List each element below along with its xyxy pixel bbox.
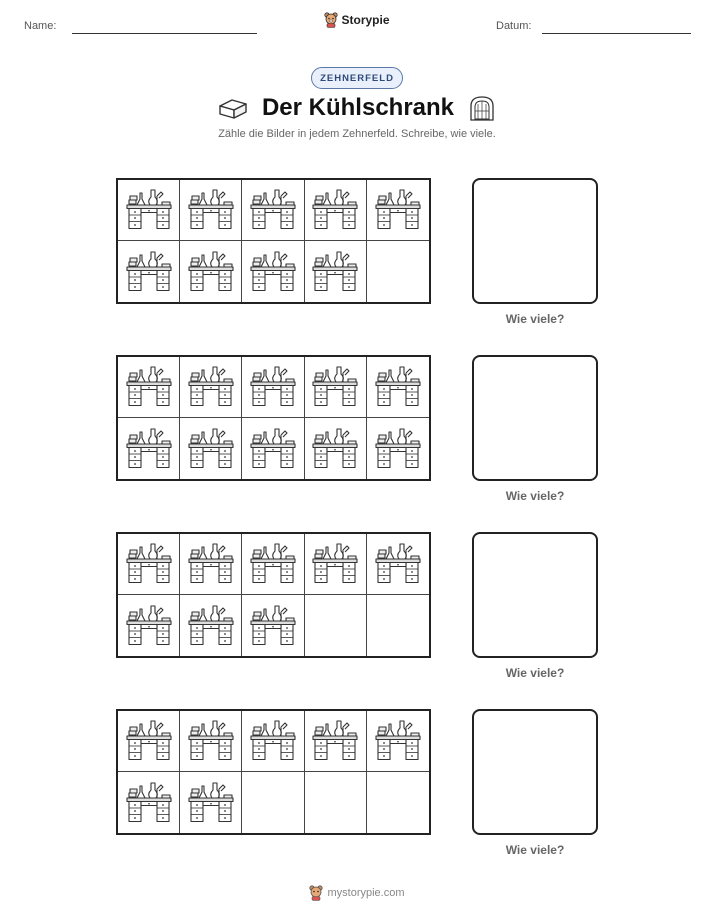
answer-label: Wie viele? — [505, 312, 565, 326]
frame-cell-filled — [242, 241, 304, 302]
answer-box[interactable] — [472, 178, 598, 304]
desk-icon — [248, 603, 298, 649]
name-label: Name: — [24, 20, 57, 32]
frame-cell-filled — [305, 180, 367, 241]
answer-label: Wie viele? — [505, 489, 565, 503]
frame-cell-filled — [367, 534, 429, 595]
frame-cell-filled — [242, 595, 304, 656]
bear-icon — [309, 885, 323, 901]
desk-icon — [186, 603, 236, 649]
frame-cell-filled — [367, 711, 429, 772]
frame-cell-filled — [367, 418, 429, 479]
frame-cell-empty — [305, 595, 367, 656]
desk-icon — [373, 187, 423, 233]
frame-cell-filled — [118, 180, 180, 241]
desk-icon — [186, 364, 236, 410]
frame-cell-empty — [305, 772, 367, 833]
answer-box[interactable] — [472, 355, 598, 481]
cube-icon — [218, 97, 248, 119]
answer-box[interactable] — [472, 709, 598, 835]
answer-box[interactable] — [472, 532, 598, 658]
frame-cell-filled — [118, 595, 180, 656]
frame-cell-filled — [180, 534, 242, 595]
frame-cell-filled — [118, 357, 180, 418]
desk-icon — [124, 426, 174, 472]
frame-cell-filled — [180, 180, 242, 241]
frame-cell-filled — [180, 357, 242, 418]
frame-cell-filled — [305, 357, 367, 418]
frame-cell-filled — [118, 241, 180, 302]
fridge-icon — [468, 95, 496, 121]
desk-icon — [124, 364, 174, 410]
page-title: Der Kühlschrank — [261, 94, 455, 121]
frame-cell-filled — [180, 711, 242, 772]
frame-cell-empty — [367, 772, 429, 833]
frame-cell-filled — [242, 534, 304, 595]
desk-icon — [248, 718, 298, 764]
frame-cell-empty — [367, 241, 429, 302]
frame-cell-filled — [305, 534, 367, 595]
frame-cell-filled — [242, 180, 304, 241]
desk-icon — [186, 187, 236, 233]
desk-icon — [124, 780, 174, 826]
desk-icon — [310, 364, 360, 410]
desk-icon — [248, 249, 298, 295]
instructions: Zähle die Bilder in jedem Zehnerfeld. Schreibe, wie viele. — [218, 128, 496, 140]
frame-cell-filled — [180, 241, 242, 302]
ten-frame — [116, 532, 431, 658]
answer-label: Wie viele? — [505, 666, 565, 680]
frame-cell-filled — [118, 418, 180, 479]
frame-cell-filled — [305, 418, 367, 479]
frame-cell-filled — [367, 357, 429, 418]
desk-icon — [186, 780, 236, 826]
frame-cell-filled — [180, 595, 242, 656]
desk-icon — [310, 187, 360, 233]
desk-icon — [373, 541, 423, 587]
frame-cell-filled — [118, 711, 180, 772]
frame-cell-filled — [305, 241, 367, 302]
bear-icon — [324, 12, 338, 28]
desk-icon — [248, 541, 298, 587]
title-row — [0, 93, 714, 123]
ten-frame — [116, 355, 431, 481]
brand-logo — [0, 12, 714, 28]
desk-icon — [310, 541, 360, 587]
frame-cell-filled — [367, 180, 429, 241]
footer — [0, 885, 714, 901]
frame-cell-filled — [305, 711, 367, 772]
desk-icon — [124, 603, 174, 649]
date-label: Datum: — [496, 20, 532, 32]
frame-cell-filled — [118, 534, 180, 595]
frame-cell-filled — [242, 357, 304, 418]
desk-icon — [373, 364, 423, 410]
frame-cell-filled — [180, 418, 242, 479]
frame-cell-empty — [367, 595, 429, 656]
desk-icon — [373, 718, 423, 764]
desk-icon — [310, 249, 360, 295]
desk-icon — [124, 541, 174, 587]
desk-icon — [186, 249, 236, 295]
date-line[interactable] — [542, 33, 691, 34]
ten-frame — [116, 709, 431, 835]
frame-cell-filled — [242, 711, 304, 772]
frame-cell-filled — [242, 418, 304, 479]
answer-label: Wie viele? — [505, 843, 565, 857]
frame-cell-empty — [242, 772, 304, 833]
desk-icon — [248, 426, 298, 472]
footer-url: mystorypie.com — [327, 887, 405, 899]
desk-icon — [186, 718, 236, 764]
desk-icon — [248, 364, 298, 410]
desk-icon — [124, 187, 174, 233]
category-badge: ZEHNERFELD — [311, 67, 403, 89]
desk-icon — [248, 187, 298, 233]
desk-icon — [310, 718, 360, 764]
name-line[interactable] — [72, 33, 257, 34]
desk-icon — [186, 426, 236, 472]
desk-icon — [124, 249, 174, 295]
desk-icon — [373, 426, 423, 472]
frame-cell-filled — [118, 772, 180, 833]
frame-cell-filled — [180, 772, 242, 833]
desk-icon — [124, 718, 174, 764]
brand-name: Storypie — [341, 13, 390, 27]
desk-icon — [310, 426, 360, 472]
ten-frame — [116, 178, 431, 304]
desk-icon — [186, 541, 236, 587]
